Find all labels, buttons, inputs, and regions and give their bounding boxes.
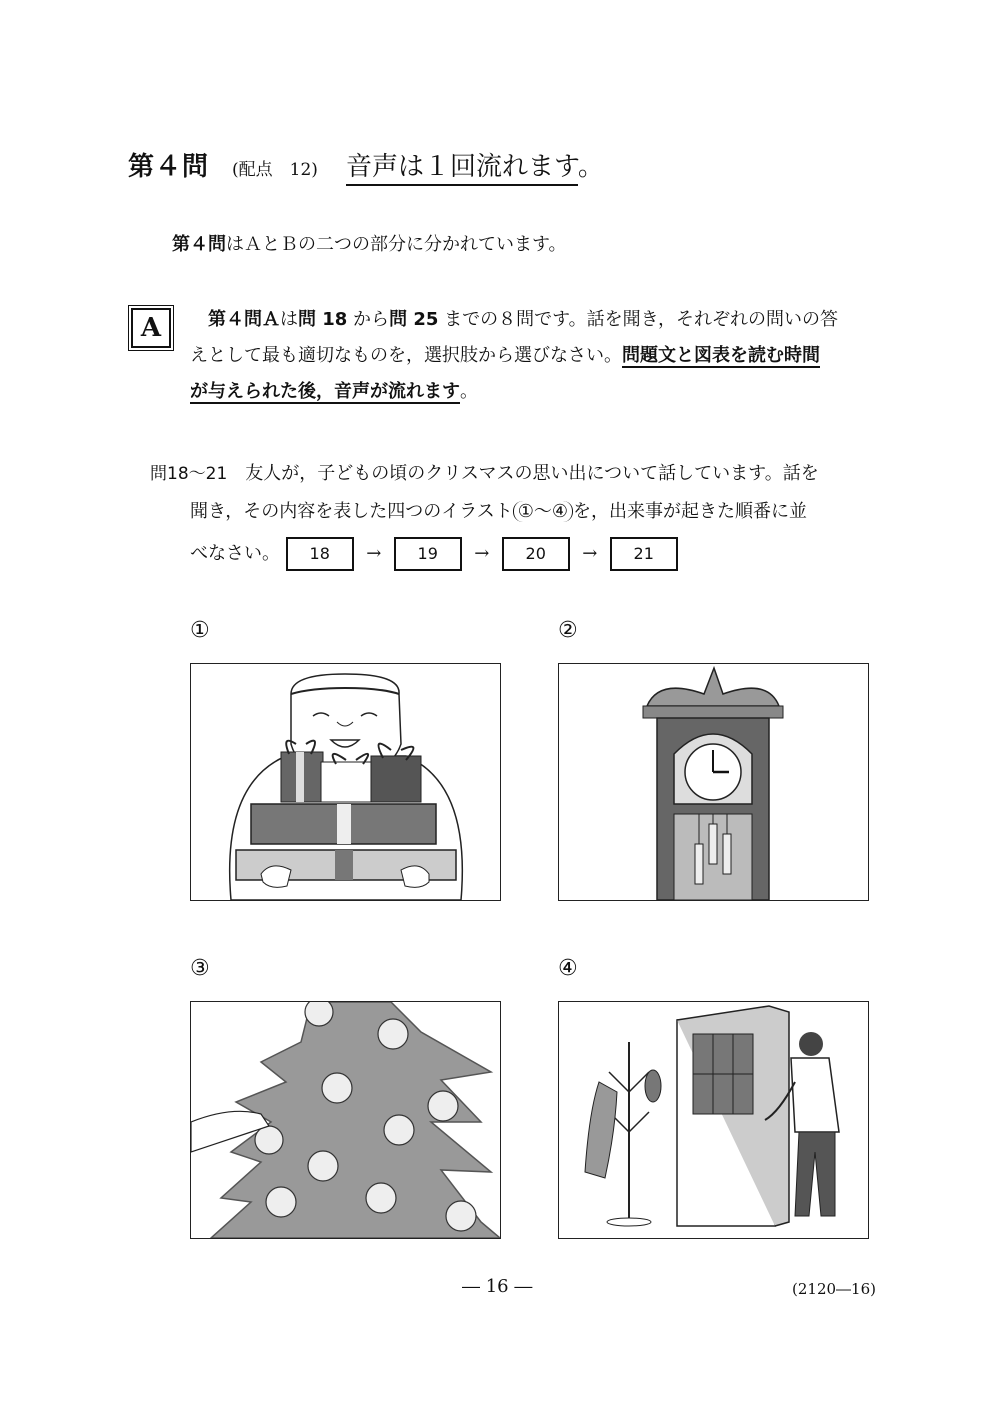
answer-box-18[interactable]: 18 [286,537,354,571]
question-line2b: を，出来事が起きた順番に並 [573,501,808,522]
question-line3: べなさい。 [190,543,280,564]
choice-range: ①～④ [513,501,573,522]
section-title: 第４問 [128,152,210,182]
a-line3-end: 。 [460,381,478,402]
presents-drawing [191,664,500,900]
illustration-man-with-presents [190,663,501,901]
illustration-num-4: ④ [558,956,578,981]
door-drawing [559,1002,868,1238]
clock-drawing [559,664,868,900]
intro-text [172,230,567,256]
illustration-man-at-door [558,1001,869,1239]
section-a-label: A [131,308,171,348]
illustration-christmas-tree [190,1001,501,1239]
answer-box-19[interactable]: 19 [394,537,462,571]
intro-rest: はＡとＢの二つの部分に分かれています。 [226,234,567,255]
a-line3-underline: が与えられた後，音声が流れます [190,381,460,402]
audio-note [346,146,604,183]
section-a-instructions [190,302,880,410]
illustration-num-2: ② [558,618,578,643]
question-block [150,455,880,573]
intro-bold: 第４問 [172,234,226,255]
a-t1: は [280,309,298,330]
exam-code: (2120―16) [792,1280,876,1298]
illustration-grandfather-clock [558,663,869,901]
audio-note-end: 。 [577,152,604,182]
question-line2a: 聞き，その内容を表した四つのイラスト [190,501,513,522]
page-number: ― 16 ― [462,1276,533,1297]
a-bold2: 問 18 [298,309,348,330]
arrow: → [366,543,382,564]
question-label: 問18～21 [150,464,228,484]
a-t2: から [347,309,390,330]
arrow: → [474,543,490,564]
illustration-num-1: ① [190,618,210,643]
answer-box-20[interactable]: 20 [502,537,570,571]
a-bold3: 問 25 [389,309,439,330]
illustration-num-3: ③ [190,956,210,981]
points-label: (配点 12) [232,160,318,180]
answer-box-21[interactable]: 21 [610,537,678,571]
a-t3: までの８問です。話を聞き，それぞれの問いの答 [438,309,838,330]
arrow: → [582,543,598,564]
audio-note-text: 音声は１回流れます [346,152,578,186]
a-bold1: 第４問Ａ [208,309,280,330]
question-line1: 友人が，子どもの頃のクリスマスの思い出について話しています。話を [245,463,819,484]
a-line2-underline: 問題文と図表を読む時間 [622,345,820,366]
tree-drawing [191,1002,500,1238]
a-line2: えとして最も適切なものを，選択肢から選びなさい。 [190,345,622,366]
